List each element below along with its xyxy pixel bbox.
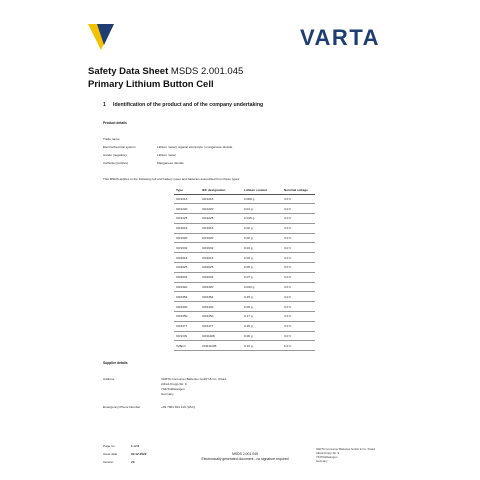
table-cell: V28pxl [174,341,200,351]
table-row [174,341,315,351]
table-cell: 3.0 V [282,302,315,312]
table-cell: CR1632 [200,243,242,253]
table-cell: CR2450 [174,312,200,322]
table-cell: 3.0 V [282,321,315,331]
address-line: Alfred-Krupp-Str. 9 [161,382,187,386]
table-cell: CR2016 [200,253,242,263]
footer-company-line: Alfred-Krupp-Str. 9 [316,451,340,455]
table-cell: 0.043 g [242,282,282,292]
table-cell: CR1220 [174,204,200,214]
table-cell: 3.0 V [282,312,315,322]
table-cell: 0.17 g [242,312,282,322]
supplier-details-label: Supplier details [103,361,128,365]
field-value: Manganese dioxide [157,161,184,165]
table-cell: 0.15 g [242,292,282,302]
section-title: Identification of the product and of the company undertaking [113,102,264,108]
table-cell: 0.29 g [242,321,282,331]
table-cell: CR1616 [174,223,200,233]
column-header: Lithium content [242,186,282,194]
field-key: Trade name [103,137,120,141]
table-cell: CR1616 [200,223,242,233]
address-label: Address [103,377,115,381]
table-cell: 0.008 g [242,194,282,204]
table-cell: CR2016 [174,253,200,263]
table-cell: CR2025 [200,263,242,273]
table-cell: 3.0 V [282,272,315,282]
table-row [174,312,315,322]
table-row [174,223,315,233]
table-cell: CR1220 [200,204,242,214]
table-cell: 0.02 g [242,223,282,233]
table-cell: 3.0 V [282,253,315,263]
table-row [174,243,315,253]
table-cell: 3.0 V [282,223,315,233]
table-cell: CR1/3N [174,331,200,341]
table-cell: 0.01 g [242,204,282,214]
footer-issue-label: Issue date [103,452,118,456]
table-cell: CR11108 [200,331,242,341]
table-cell: 3.0 V [282,292,315,302]
table-header-row [174,186,315,194]
table-cell: 0.07 g [242,272,282,282]
table-row [174,204,315,214]
table-row [174,263,315,273]
table-cell: CR1632 [174,243,200,253]
column-header: Type [174,186,200,194]
table-cell: 3.0 V [282,233,315,243]
title-main: Safety Data Sheet [88,66,169,77]
table-row [174,321,315,331]
footer-version-value: 23 [131,460,135,464]
table-cell: 3.0 V [282,282,315,292]
table-cell: CR2354 [200,292,242,302]
table-cell: CR2032 [174,272,200,282]
title-number: MSDS 2.001.045 [170,66,244,77]
footer-company-line: 73479 Ellwangen [316,455,338,459]
column-header: IEC designation [200,186,242,194]
footer-company-line: Germany [316,459,328,463]
table-cell: CR1620 [200,233,242,243]
footer-disclaimer: Electronically generated document - no signature required [201,457,289,461]
field-key: Electrochemical system [103,145,136,149]
footer-page-label: Page no. [103,444,116,448]
table-row [174,302,315,312]
table-cell: CR2450 [200,312,242,322]
table-row [174,194,315,204]
table-row [174,331,315,341]
table-row [174,272,315,282]
table-cell: CR2320 [200,282,242,292]
table-cell: CR1225 [174,214,200,224]
field-key: Cathode (positive) [103,161,129,165]
table-cell: 3.0 V [282,331,315,341]
table-cell: CR1225 [200,214,242,224]
table-cell: CR2032 [200,272,242,282]
table-cell: 6.0 V [282,341,315,351]
footer-version-label: Version [103,460,114,464]
footer-page-value: 1 of 8 [131,444,140,448]
product-details-label: Product details [103,121,127,125]
table-cell: 0.12 g [242,341,282,351]
table-cell: 0.06 g [242,331,282,341]
table-row [174,233,315,243]
table-cell: 3.0 V [282,214,315,224]
footer-msds-number: MSDS 2.001.045 [232,452,258,456]
table-cell: CR2025 [174,263,200,273]
address-line: VARTA Consumer Batteries GmbH & Co. KGaA [161,377,227,381]
emergency-phone: +49 7961 921 110 (VAC) [161,405,195,409]
table-cell: CR2430 [200,302,242,312]
address-line: Germany [161,392,174,396]
table-cell: 0.09 g [242,302,282,312]
table-cell: CR1216 [174,194,200,204]
table-cell: CR1216 [200,194,242,204]
table-cell: CR2477 [174,321,200,331]
table-cell: 3.0 V [282,243,315,253]
field-key: Anode (negative) [103,153,127,157]
table-row [174,214,315,224]
page-title [88,66,243,77]
applicability-note: This MSDS applies to the following cell and battery types and batteries assembled from these types: [103,177,241,181]
address-line: 73479 Ellwangen [161,387,185,391]
footer-company-line: VARTA Consumer Batteries GmbH & Co. KGaA [316,447,376,451]
field-value: Lithium metal | organic electrolyte | manganese dioxide [157,145,233,149]
section-number: 1 [103,102,106,108]
varta-triangle-icon [88,24,114,50]
table-cell: CR2430 [174,302,200,312]
table-cell: 0.03 g [242,253,282,263]
table-cell: 3.0 V [282,204,315,214]
table-cell: 3.0 V [282,194,315,204]
table-cell: 3.0 V [282,263,315,273]
column-header: Nominal voltage [282,186,315,194]
table-cell: CR2320 [174,282,200,292]
table-row [174,292,315,302]
battery-types-table [174,186,315,351]
table-row [174,253,315,263]
table-row [174,282,315,292]
table-cell: CR2354 [174,292,200,302]
field-value: Lithium metal [157,153,176,157]
table-cell: 0.02 g [242,233,282,243]
footer-issue-value: 02.12.2022 [131,452,147,456]
page-subtitle: Primary Lithium Button Cell [88,79,214,90]
brand-logo: VARTA [300,25,381,50]
table-cell: CR1620 [174,233,200,243]
table-cell: 2CR11108 [200,341,242,351]
table-cell: 0.05 g [242,263,282,273]
emergency-label: Emergency Phone Number [103,405,141,409]
table-cell: 0.04 g [242,243,282,253]
table-cell: 0.015 g [242,214,282,224]
table-cell: CR2477 [200,321,242,331]
